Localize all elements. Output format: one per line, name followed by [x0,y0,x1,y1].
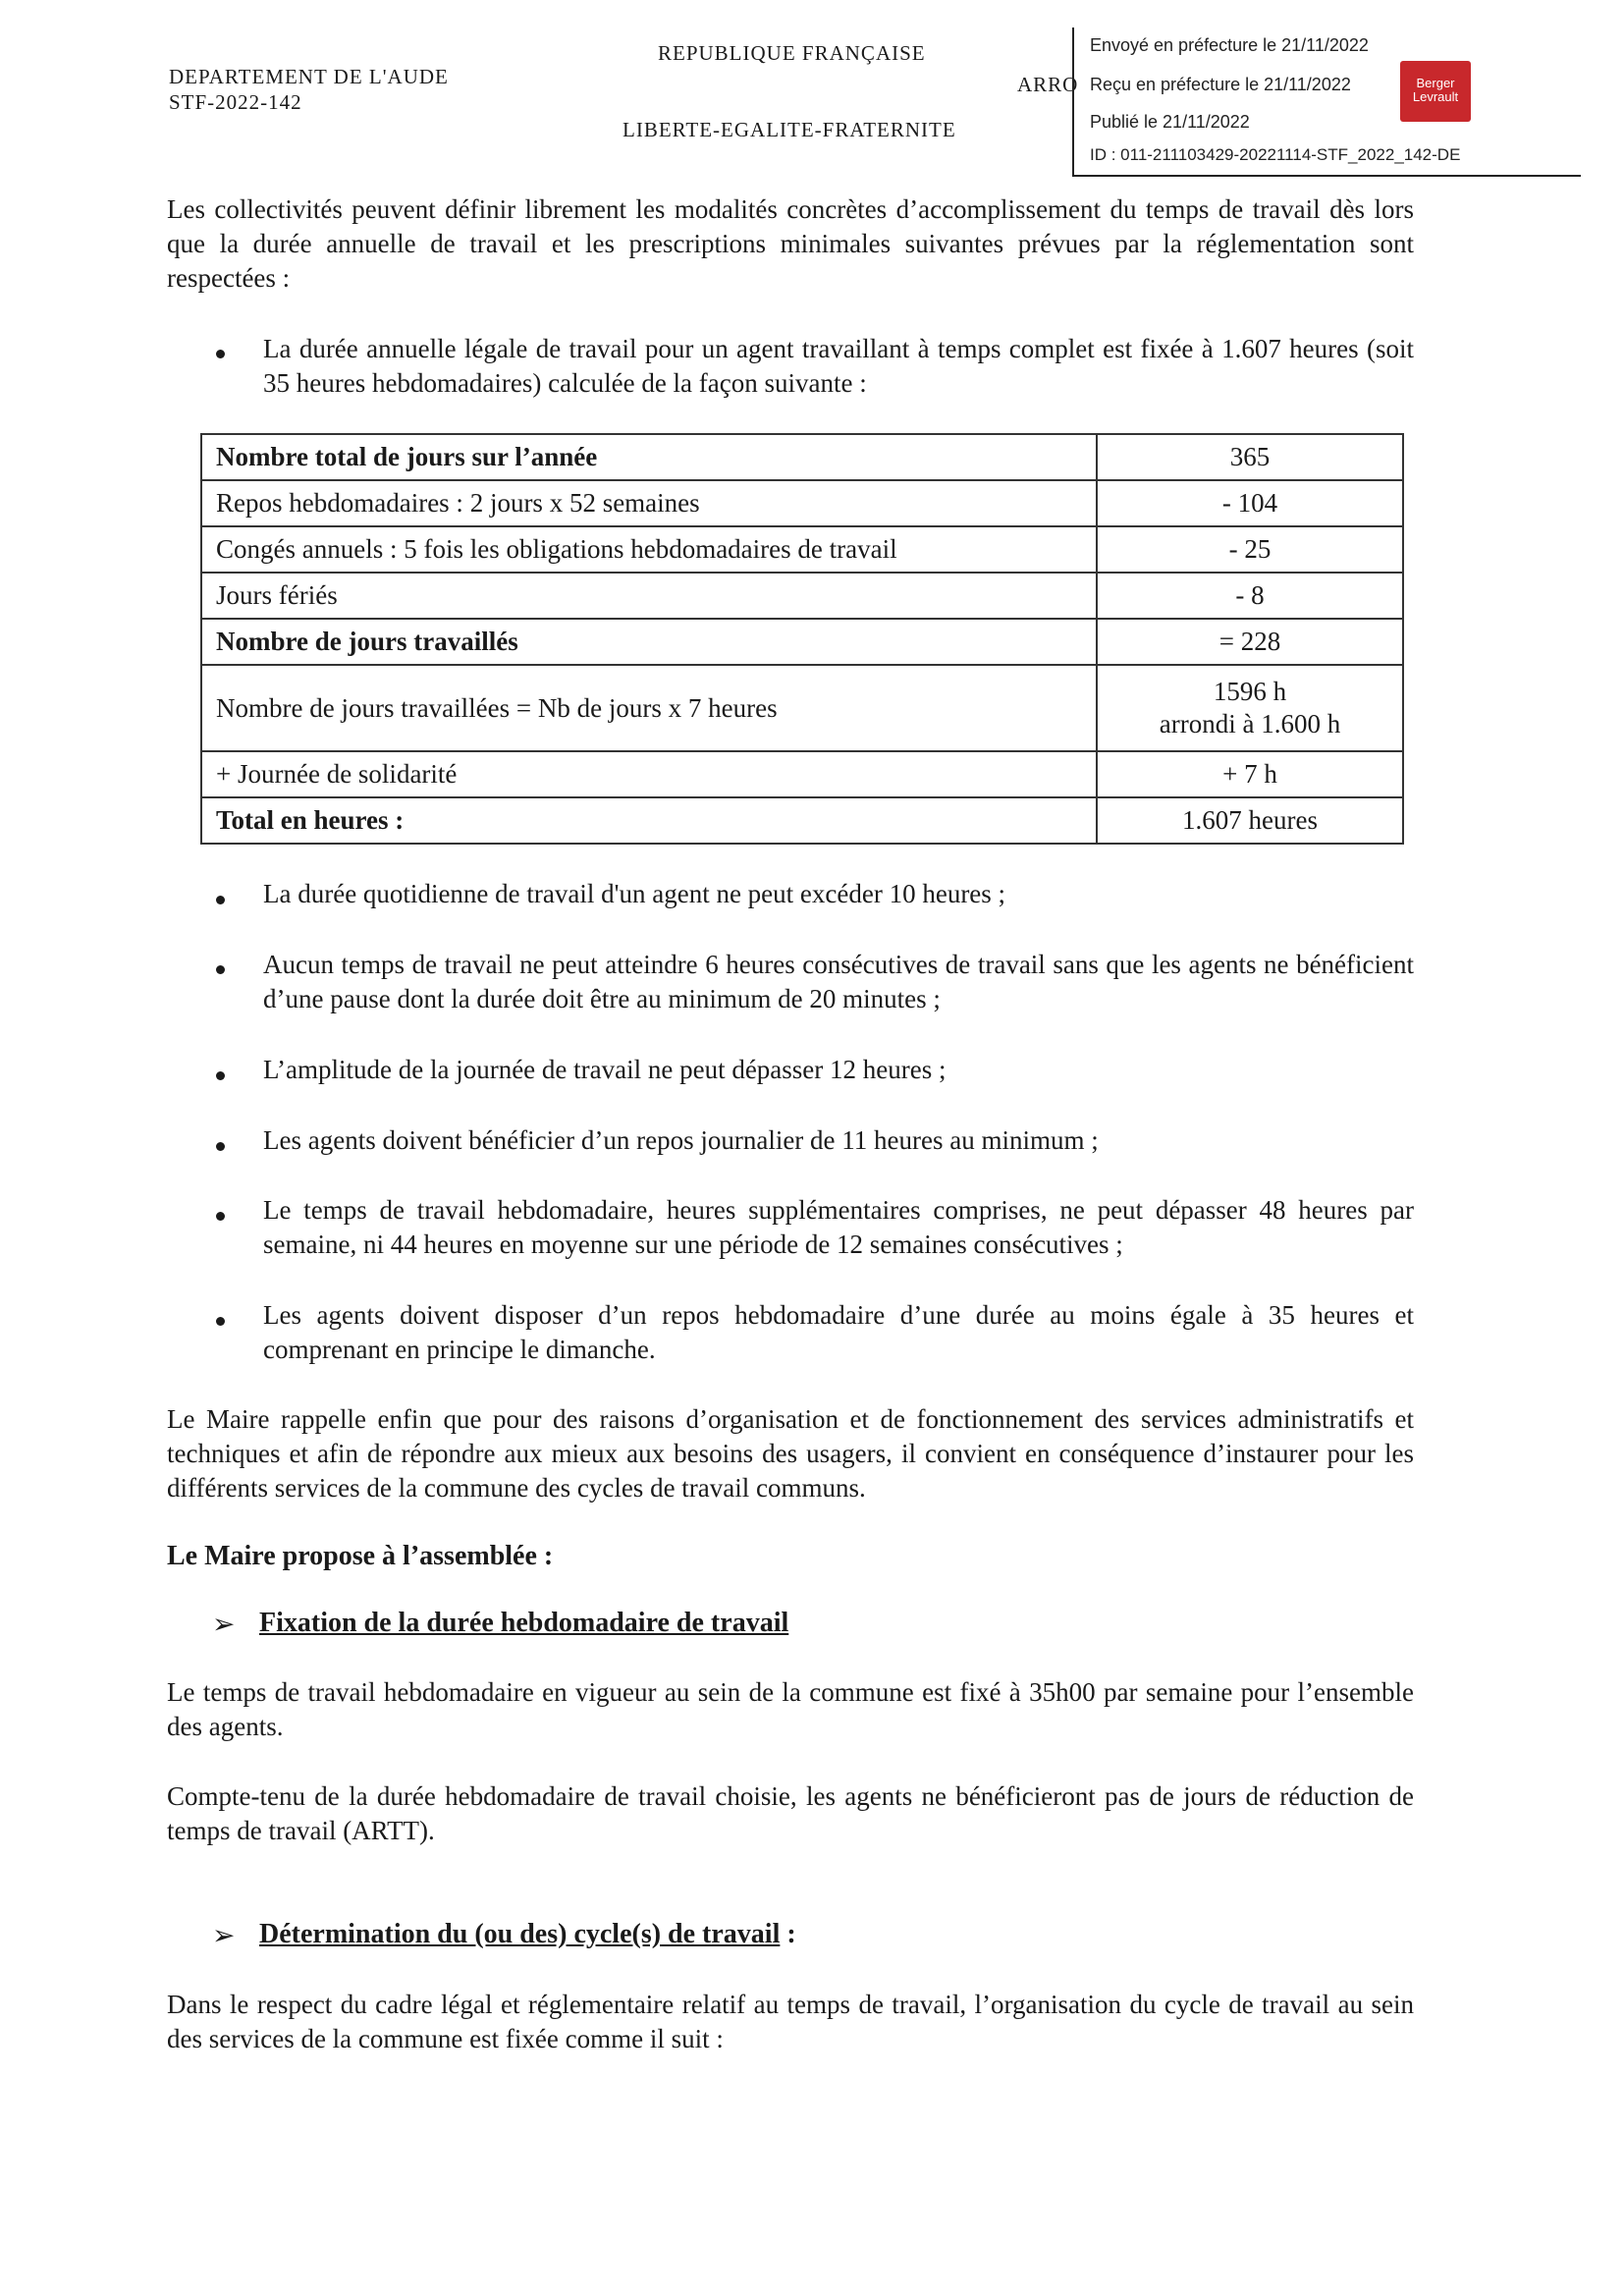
table-cell-value: - 25 [1097,526,1403,573]
list-item: Aucun temps de travail ne peut atteindre 6 heures consécutives de travail sans que les agents ne bénéficient d’une pause dont la durée doit être au minimum de 20 minutes ; [263,950,1414,1013]
stamp-published: Publié le 21/11/2022 [1090,112,1250,132]
table-cell-label: Nombre total de jours sur l’année [201,434,1097,480]
table-row [201,573,1403,619]
table-row [201,751,1403,797]
table-cell-label: Repos hebdomadaires : 2 jours x 52 semaines [201,480,1097,526]
table-row [201,480,1403,526]
table-cell-value: 1.607 heures [1097,797,1403,844]
table-cell-label: Nombre de jours travaillées = Nb de jours x 7 heures [201,665,1097,751]
table-cell-value [1097,665,1403,751]
list-item: L’amplitude de la journée de travail ne peut dépasser 12 heures ; [263,1055,947,1084]
bullet-icon [216,1071,225,1080]
intro-paragraph: Les collectivités peuvent définir librement les modalités concrètes d’accomplissement du temps de travail dès lors que la durée annuelle de travail et les prescriptions minimales suivantes prévues par la réglementation sont respectées : [167,194,1414,293]
work-cycle-paragraph: Dans le respect du cadre légal et réglementaire relatif au temps de travail, l’organisation du cycle de travail au sein des services de la commune est fixée comme il suit : [167,1990,1414,2053]
table-row [201,797,1403,844]
section-title-weekly-duration: Fixation de la durée hebdomadaire de travail [259,1608,789,1638]
section-title-work-cycles [259,1919,796,1950]
list-item: La durée quotidienne de travail d'un agent ne peut excéder 10 heures ; [263,879,1006,908]
annual-hours-table [200,433,1404,845]
bullet-icon [216,350,225,358]
table-cell-value: - 8 [1097,573,1403,619]
table-cell-label: Jours fériés [201,573,1097,619]
bullet-icon [216,1142,225,1151]
arrow-icon: ➢ [212,1919,236,1951]
table-row [201,526,1403,573]
weekly-duration-paragraph: Le temps de travail hebdomadaire en vigueur au sein de la commune est fixé à 35h00 par semaine pour l’ensemble des agents. [167,1677,1414,1741]
table-cell-value: 365 [1097,434,1403,480]
table-cell-value: + 7 h [1097,751,1403,797]
republic-title: REPUBLIQUE FRANÇAISE [658,41,926,65]
table-row [201,619,1403,665]
bullet-icon [216,965,225,974]
arro-fragment: ARRO [1017,73,1079,96]
document-reference: STF-2022-142 [169,90,302,114]
table-cell-label: + Journée de solidarité [201,751,1097,797]
artt-paragraph: Compte-tenu de la durée hebdomadaire de travail choisie, les agents ne bénéficieront pas de jours de réduction de temps de travail (ARTT). [167,1781,1414,1845]
stamp-sent: Envoyé en préfecture le 21/11/2022 [1090,35,1369,55]
annual-duration-bullet: La durée annuelle légale de travail pour un agent travaillant à temps complet est fixée à 1.607 heures (soit 35 heures hebdomadaires) calculée de la façon suivante : [263,334,1414,398]
section-title-text: Détermination du (ou des) cycle(s) de travail [259,1919,781,1949]
list-item: Les agents doivent disposer d’un repos hebdomadaire d’une durée au moins égale à 35 heures et comprenant en principe le dimanche. [263,1300,1414,1364]
arrow-icon: ➢ [212,1608,236,1640]
proposal-heading: Le Maire propose à l’assemblée : [167,1541,554,1571]
bullet-icon [216,896,225,904]
bullet-icon [216,1317,225,1326]
table-cell-label: Congés annuels : 5 fois les obligations hebdomadaires de travail [201,526,1097,573]
republic-motto: LIBERTE-EGALITE-FRATERNITE [623,118,956,141]
stamp-id: ID : 011-211103429-20221114-STF_2022_142-DE [1090,145,1461,164]
prefecture-stamp [1072,27,1581,177]
stamp-received: Reçu en préfecture le 21/11/2022 [1090,75,1351,94]
table-row [201,434,1403,480]
table-cell-value: = 228 [1097,619,1403,665]
list-item: Les agents doivent bénéficier d’un repos journalier de 11 heures au minimum ; [263,1125,1099,1155]
table-cell-label: Total en heures : [201,797,1097,844]
table-cell-label: Nombre de jours travaillés [201,619,1097,665]
table-row [201,665,1403,751]
list-item: Le temps de travail hebdomadaire, heures supplémentaires comprises, ne peut dépasser 48 heures par semaine, ni 44 heures en moyenne sur une période de 12 semaines consécutives ; [263,1195,1414,1259]
table-cell-value-line2: arrondi à 1.600 h [1159,709,1341,738]
bullet-icon [216,1212,225,1221]
berger-levrault-logo: Berger Levrault [1400,61,1471,122]
department-name: DEPARTEMENT DE L'AUDE [169,65,449,88]
table-cell-value-line1: 1596 h [1213,677,1287,706]
table-cell-value: - 104 [1097,480,1403,526]
recall-paragraph: Le Maire rappelle enfin que pour des raisons d’organisation et de fonctionnement des services administratifs et techniques et afin de répondre aux mieux aux besoins des usagers, il convient en conséquence d’instaurer pour les différents services de la commune des cycles de travail communs. [167,1404,1414,1503]
section-title-suffix: : [780,1919,796,1949]
